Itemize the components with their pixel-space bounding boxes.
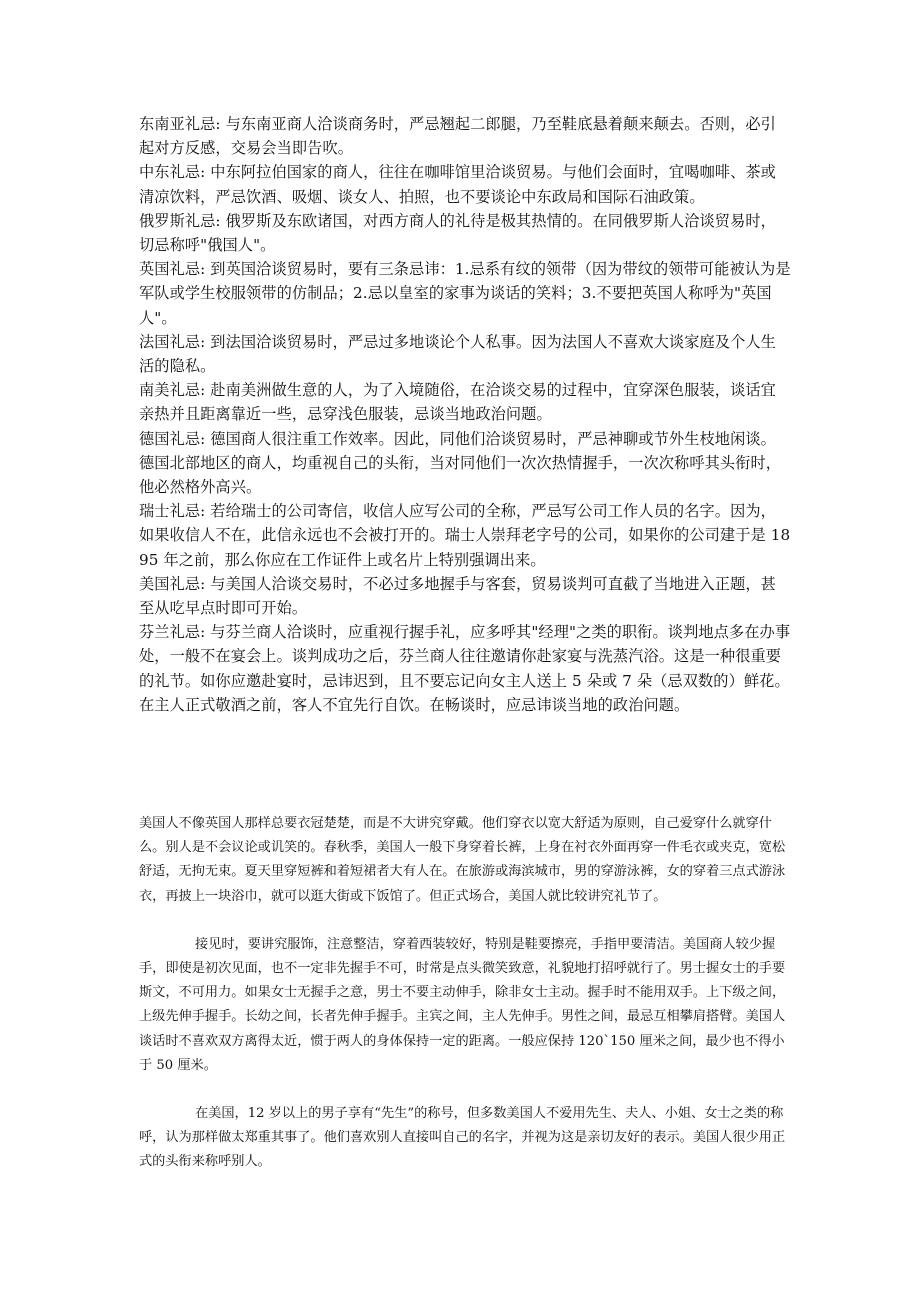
paragraph-uk: 英国礼忌: 到英国洽谈贸易时，要有三条忌讳：1.忌系有纹的领带（因为带纹的领带可能被认为是军队或学生校服领带的仿制品；2.忌以皇室的家事为谈话的笑料；3.不要把英国人称呼为"英国人"。 [139,260,791,327]
paragraph-american-greetings: 接见时，要讲究服饰，注意整洁，穿着西装较好，特别是鞋要擦亮，手指甲要清洁。美国商人较少握手，即使是初次见面，也不一定非先握手不可，时常是点头微笑致意，礼貌地打招呼就行了。男士握女士的手要斯文，不可用力。如果女士无握手之意，男士不要主动伸手，除非女士主动。握手时不能用双手。上下级之间，上级先伸手握手。长幼之间，长者先伸手握手。主宾之间，主人先伸手。男性之间，最忌互相攀肩搭臂。美国人谈话时不喜欢双方离得太近，惯于两人的身体保持一定的距离。一般应保持 120`150 厘米之间，最少也不得小于 50 厘米。 [139,936,786,1073]
paragraph-usa: 美国礼忌: 与美国人洽谈交易时，不必过多地握手与客套，贸易谈判可直截了当地进入正题，甚至从吃早点时即可开始。 [139,574,776,618]
paragraph-south-america: 南美礼忌: 赴南美洲做生意的人，为了入境随俗，在洽谈交易的过程中，宜穿深色服装，谈话宜亲热并且距离靠近一些，忌穿浅色服装，忌谈当地政治问题。 [139,381,776,424]
paragraph-switzerland: 瑞士礼忌: 若给瑞士的公司寄信，收信人应写公司的全称，严忌写公司工作人员的名字。因为，如果收信人不在，此信永远也不会被打开的。瑞士人崇拜老字号的公司，如果你的公司建于是 1895 年之前，那么你应在工作证件上或名片上特别强调出来。 [139,502,791,569]
etiquette-taboos-section [139,112,791,717]
paragraph-middle-east: 中东礼忌: 中东阿拉伯国家的商人，往往在咖啡馆里洽谈贸易。与他们会面时，宜喝咖啡、茶或清凉饮料，严忌饮酒、吸烟、谈女人、拍照，也不要谈论中东政局和国际石油政策。 [139,163,776,206]
paragraph-france: 法国礼忌: 到法国洽谈贸易时，严忌过多地谈论个人私事。因为法国人不喜欢大谈家庭及个人生活的隐私。 [139,332,776,376]
american-customs-section [139,812,791,1175]
paragraph-american-dress: 美国人不像英国人那样总要衣冠楚楚，而是不大讲究穿戴。他们穿衣以宽大舒适为原则，自己爱穿什么就穿什么。别人是不会议论或讥笑的。春秋季，美国人一般下身穿着长裤，上身在衬衣外面再穿一件毛衣或夹克，宽松舒适，无拘无束。夏天里穿短裤和着短裙者大有人在。在旅游或海滨城市，男的穿游泳裤，女的穿着三点式游泳衣，再披上一块浴巾，就可以逛大街或下饭馆了。但正式场合，美国人就比较讲究礼节了。 [139,816,786,904]
paragraph-russia: 俄罗斯礼忌: 俄罗斯及东欧诸国，对西方商人的礼待是极其热情的。在同俄罗斯人洽谈贸易时，切忌称呼"俄国人"。 [139,211,776,255]
paragraph-germany: 德国礼忌: 德国商人很注重工作效率。因此，同他们洽谈贸易时，严忌神聊或节外生枝地闲谈。德国北部地区的商人，均重视自己的头衔，当对同他们一次次热情握手，一次次称呼其头衔时，他必然格外高兴。 [139,429,782,497]
paragraph-southeast-asia: 东南亚礼忌: 与东南亚商人洽谈商务时，严忌翘起二郎腿，乃至鞋底悬着颠来颠去。否则，必引起对方反感，交易会当即告吹。 [139,115,776,158]
paragraph-finland: 芬兰礼忌: 与芬兰商人洽谈时，应重视行握手礼，应多呼其"经理"之类的职衔。谈判地点多在办事处，一般不在宴会上。谈判成功之后，芬兰商人往往邀请你赴家宴与洗蒸汽浴。这是一种很重要的礼节。如你应邀赴宴时，忌讳迟到，且不要忘记向女主人送上 5 朵或 7 朵（忌双数的）鲜花。在主人正式敬酒之前，客人不宜先行自饮。在畅谈时，应忌讳谈当地的政治问题。 [139,623,791,714]
paragraph-american-address: 在美国，12 岁以上的男子享有“先生”的称号，但多数美国人不爱用先生、夫人、小姐、女士之类的称呼，认为那样做太郑重其事了。他们喜欢别人直接叫自己的名字，并视为这是亲切友好的表示。美国人很少用正式的头衔来称呼别人。 [139,1106,786,1170]
